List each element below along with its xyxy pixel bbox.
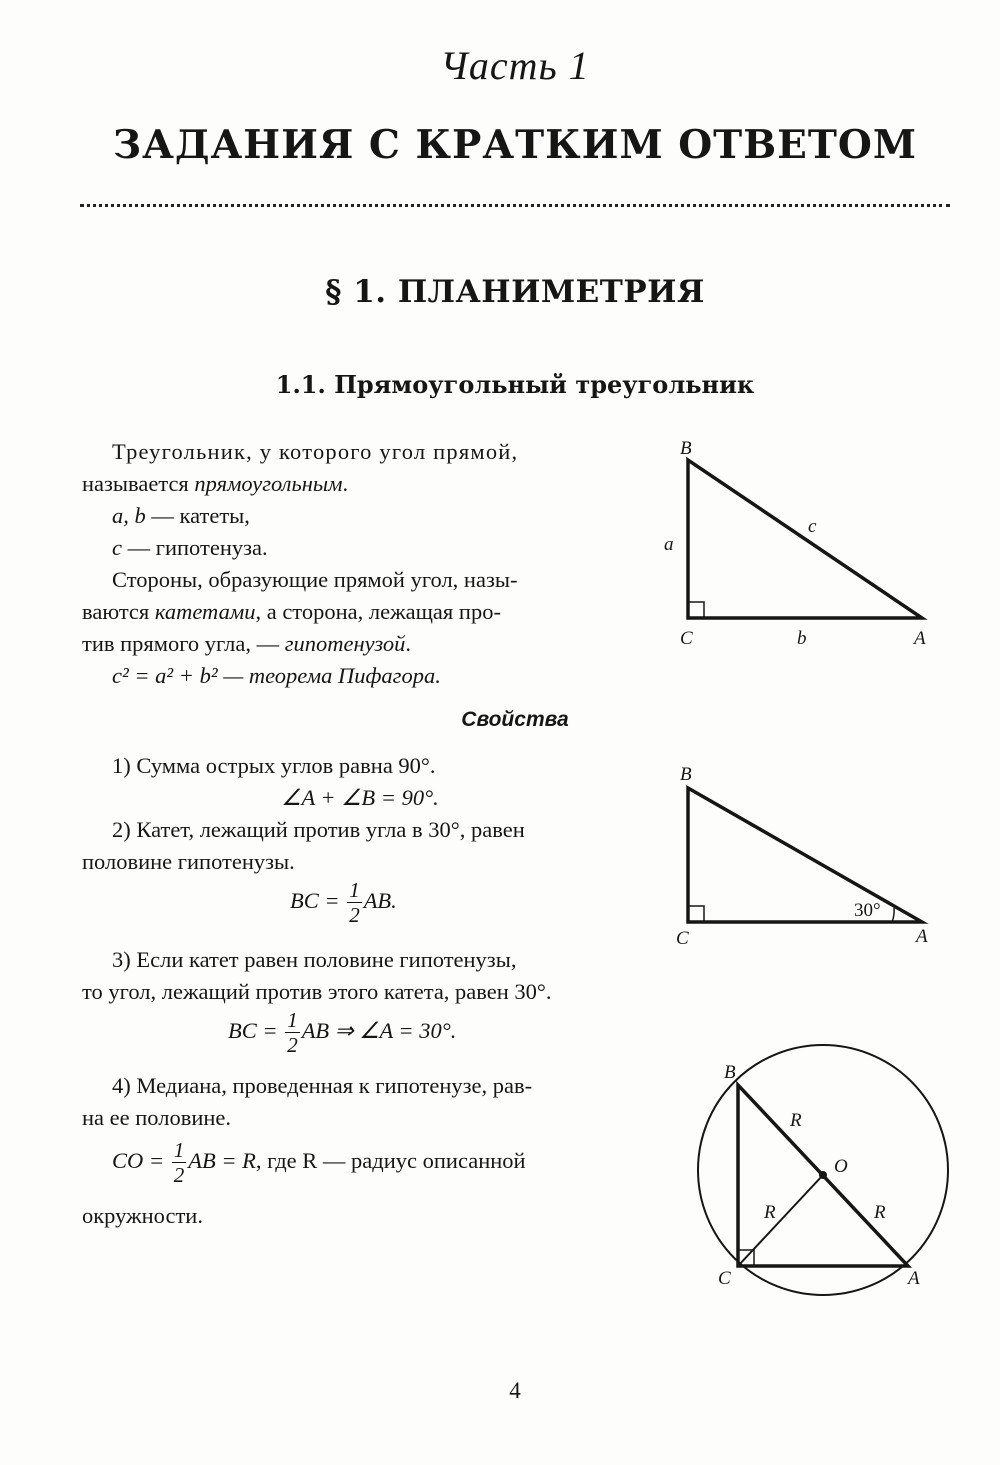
- triangle-shape: [688, 788, 922, 922]
- property-4-line-4: окружности.: [82, 1203, 203, 1228]
- hypotenuse-c-label: c: [808, 516, 817, 537]
- vertex-b-label: B: [680, 764, 692, 785]
- radius-label-upper: R: [790, 1110, 802, 1131]
- vertex-b-label: B: [680, 438, 692, 459]
- intro-hyp-line: c — гипотенуза.: [112, 535, 268, 560]
- angle-30-label: 30°: [854, 900, 881, 921]
- properties-title: Свойства: [461, 708, 569, 731]
- radius-label-median: R: [764, 1202, 776, 1223]
- property-3-line-2: то угол, лежащий против этого катета, равен 30°.: [82, 979, 552, 1004]
- vertex-b-label: B: [724, 1062, 736, 1083]
- property-4-line-1: 4) Медиана, проведенная к гипотенузе, рав-: [112, 1073, 533, 1098]
- triangle-shape: [688, 460, 922, 618]
- intro-line-7: тив прямого угла, — гипотенузой.: [82, 631, 411, 656]
- angle-arc: [892, 908, 894, 922]
- vertex-a-label: A: [916, 926, 928, 947]
- center-point-o: [819, 1171, 827, 1179]
- leg-a-label: a: [664, 534, 674, 555]
- pythagoras-line: c² = a² + b² — теорема Пифагора.: [112, 663, 441, 688]
- right-angle-mark: [688, 602, 704, 618]
- property-2-formula: BC = $\frac{1}{2}$ AB.: [290, 878, 397, 927]
- property-3-formula: BC = $\frac{1}{2}$ AB ⇒ ∠A = 30°.: [228, 1008, 457, 1057]
- vertex-c-label: C: [676, 928, 689, 949]
- property-1-formula: ∠A + ∠B = 90°.: [281, 785, 439, 810]
- intro-line-5: Стороны, образующие прямой угол, назы-: [112, 567, 518, 592]
- property-4-line-2: на ее половине.: [82, 1105, 232, 1130]
- property-1: 1) Сумма острых углов равна 90°.: [112, 753, 436, 778]
- intro-line-2: называется прямоугольным.: [82, 471, 349, 496]
- vertex-c-label: C: [718, 1268, 731, 1289]
- figure-30-degree-triangle: [660, 756, 940, 956]
- figure-right-triangle: [660, 436, 940, 656]
- section-title: § 1. ПЛАНИМЕТРИЯ: [325, 274, 705, 310]
- intro-line-1: Треугольник, у которого угол прямой,: [112, 439, 519, 464]
- vertex-a-label: A: [914, 628, 926, 649]
- median-co: [738, 1175, 823, 1266]
- radius-label-lower: R: [874, 1202, 886, 1223]
- chapter-heading: ЗАДАНИЯ С КРАТКИМ ОТВЕТОМ: [112, 122, 918, 168]
- part-title: Часть 1: [440, 43, 590, 88]
- center-o-label: O: [834, 1156, 848, 1177]
- property-2-line-1: 2) Катет, лежащий против угла в 30°, равен: [112, 817, 525, 842]
- leg-b-label: b: [797, 628, 807, 649]
- page-number: 4: [509, 1378, 521, 1403]
- property-3-line-1: 3) Если катет равен половине гипотенузы,: [112, 947, 517, 972]
- subsection-title: 1.1. Прямоугольный треугольник: [275, 370, 755, 399]
- property-4-formula: CO = $\frac{1}{2}$ AB = R, где R — радиус описанной: [112, 1138, 526, 1187]
- vertex-c-label: C: [680, 628, 693, 649]
- right-angle-mark: [688, 906, 704, 922]
- dotted-divider: [80, 204, 950, 207]
- figure-circumscribed-circle: [690, 1040, 960, 1310]
- vertex-a-label: A: [908, 1268, 920, 1289]
- property-2-line-2: половине гипотенузы.: [82, 849, 295, 874]
- intro-line-6: ваются катетами, а сторона, лежащая про-: [82, 599, 501, 624]
- intro-legs-line: a, b — катеты,: [112, 503, 250, 528]
